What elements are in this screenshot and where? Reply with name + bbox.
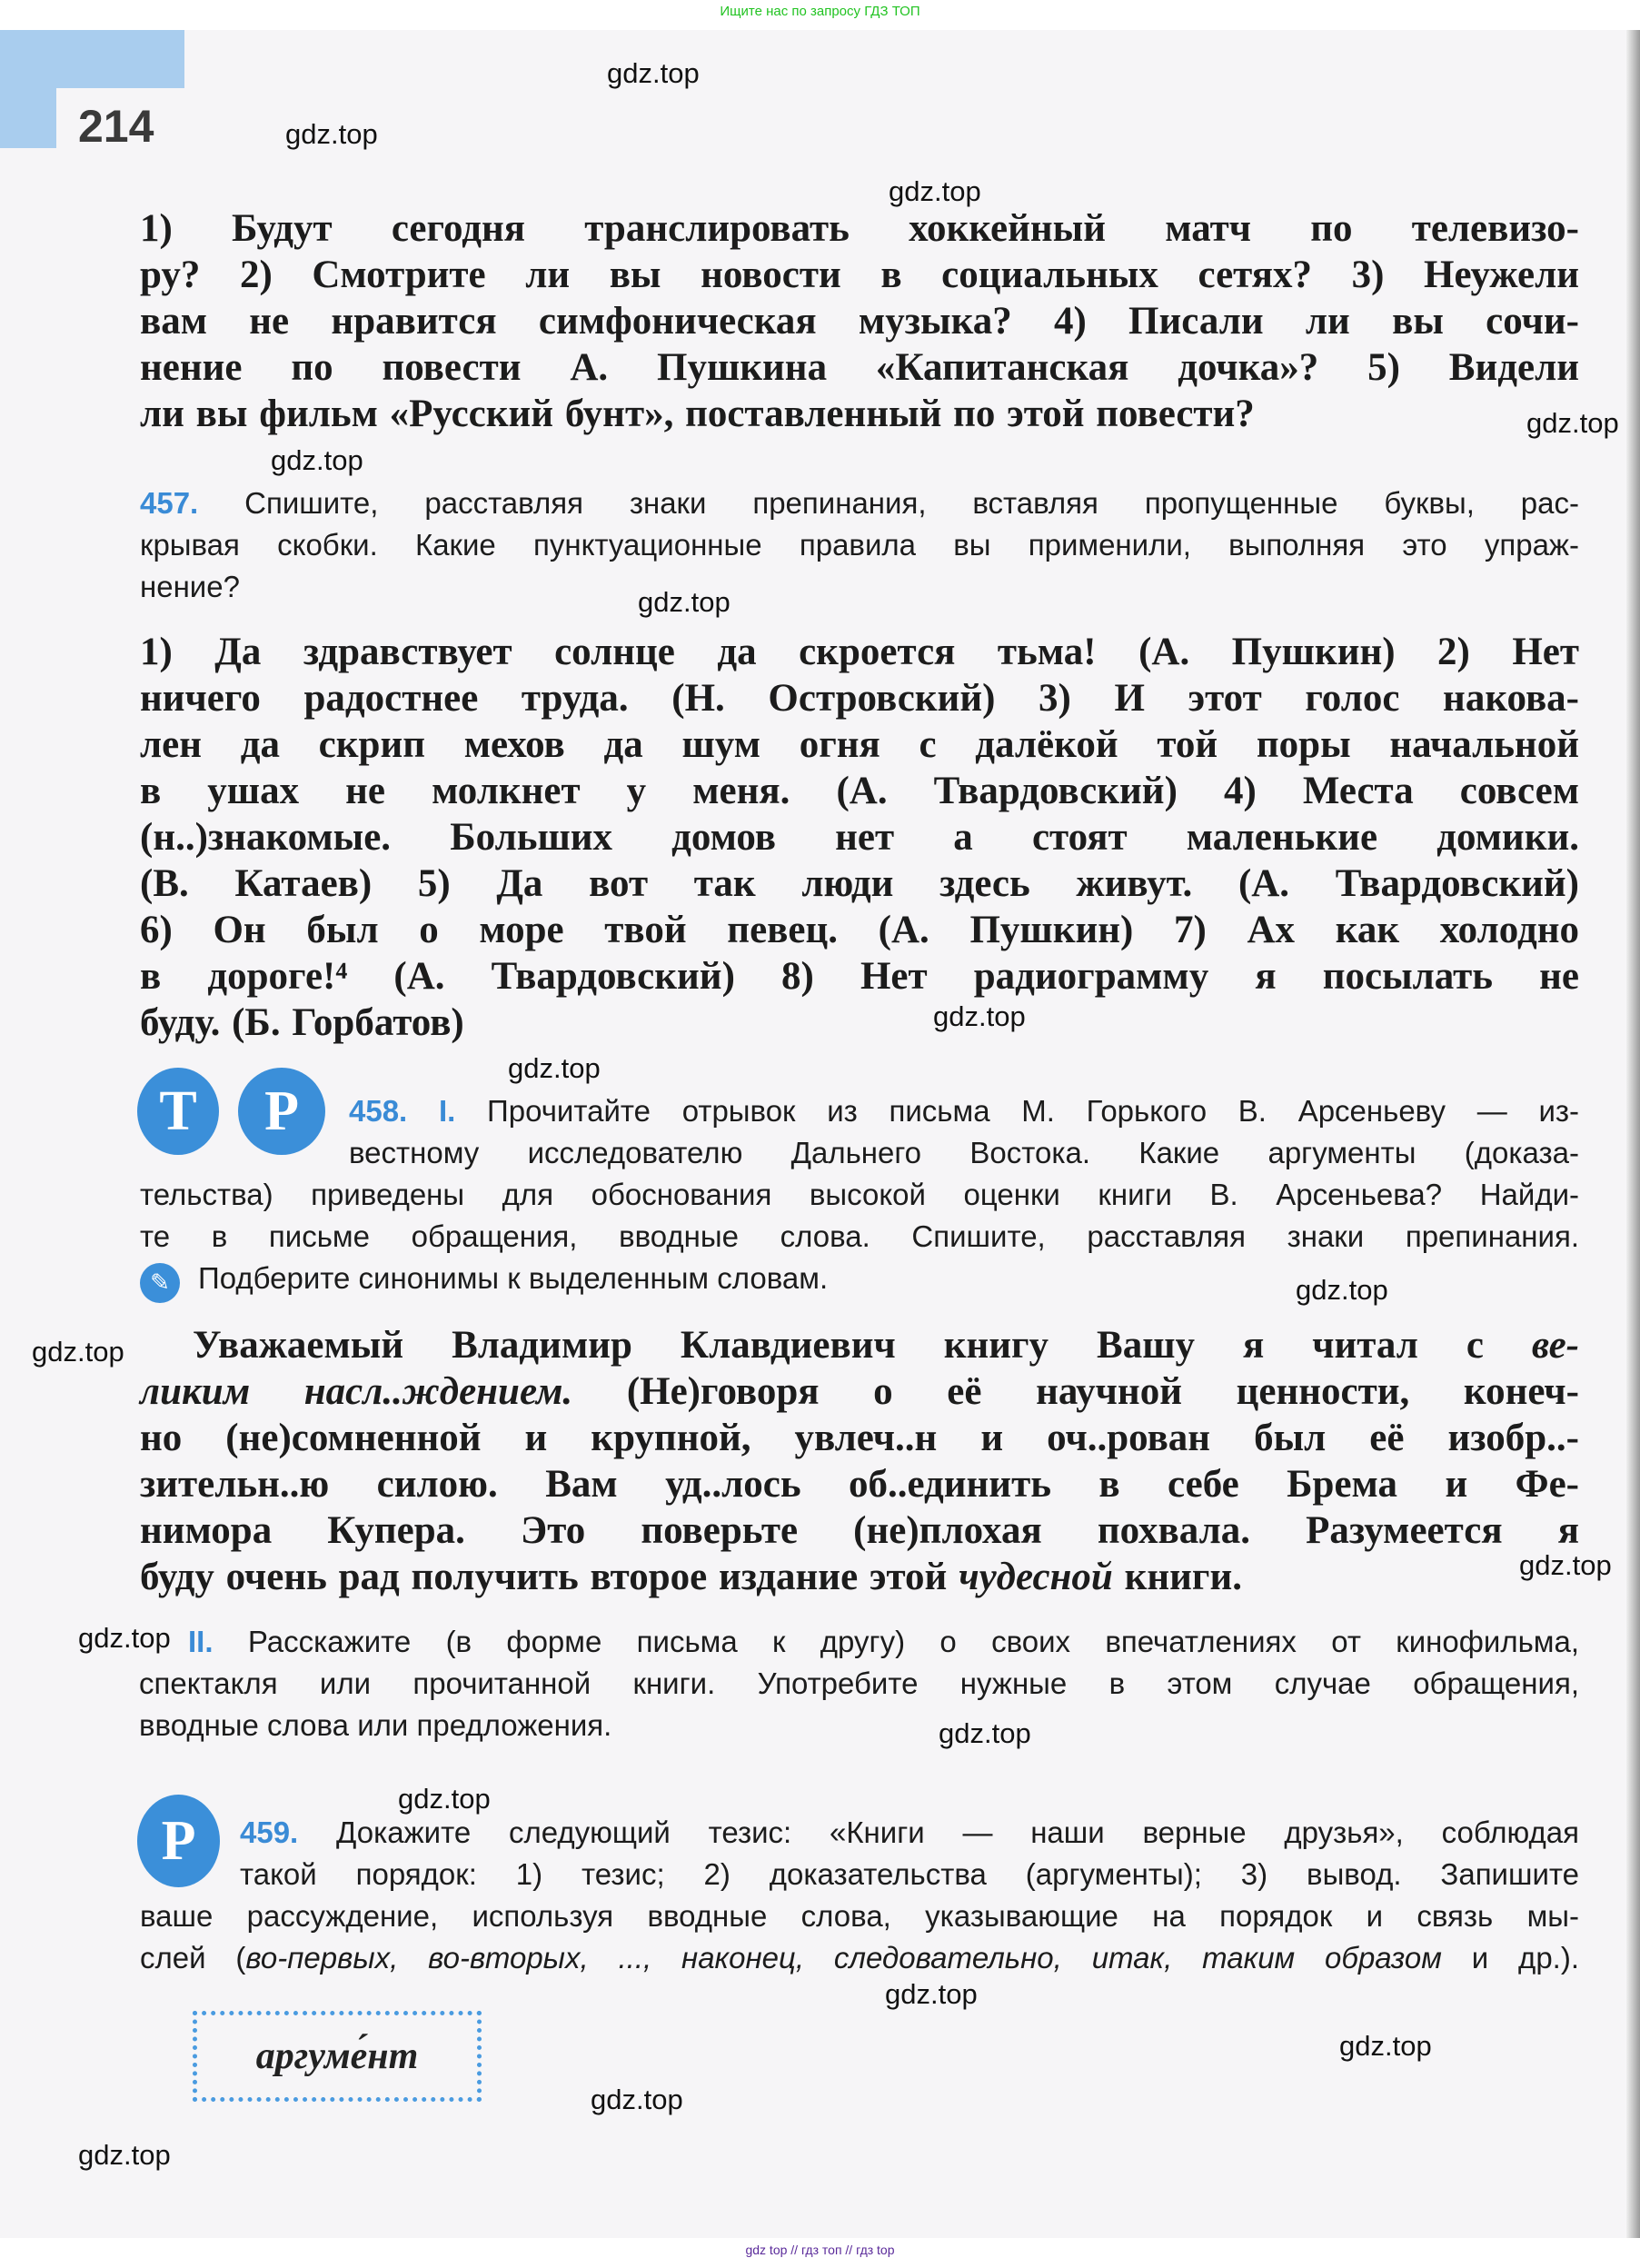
text-segment: (Не)говоря о её научной ценности, конеч- xyxy=(572,1370,1579,1413)
text-segment: ли вы фильм «Русский бунт», поставленный по этой повести? xyxy=(140,393,1255,435)
text-segment: Уважаемый Владимир Клавдиевич книгу Вашу я читал с xyxy=(193,1324,1532,1367)
text-line xyxy=(140,1216,1579,1258)
watermark: gdz.top xyxy=(78,1622,171,1654)
text-segment: буду. (Б. Горбатов) xyxy=(140,1001,464,1044)
text-segment: тельства) приведены для обоснования высокой оценки книги В. Арсеньева? Найди- xyxy=(140,1178,1579,1211)
text-segment: Спишите, расставляя знаки препинания, вставляя пропущенные буквы, рас- xyxy=(244,486,1579,520)
exercise-458-task xyxy=(140,1174,1579,1258)
watermark: gdz.top xyxy=(508,1052,601,1084)
exercise-459-intro xyxy=(240,1812,1579,1895)
gorky-letter xyxy=(140,1322,1579,1600)
text-segment: в дороге!⁴ (А. Твардовский) 8) Нет радиограмму я посылать не xyxy=(140,955,1579,998)
text-segment: Прочитайте отрывок из письма М. Горького В. Арсеньеву — из- xyxy=(487,1094,1579,1128)
header-note[interactable]: Ищите нас по запросу ГДЗ ТОП xyxy=(720,4,920,19)
text-segment: крывая скобки. Какие пунктуационные правила вы применили, выполняя это упраж- xyxy=(140,528,1579,562)
text-line xyxy=(140,1937,1579,1979)
page-number: 214 xyxy=(78,101,154,152)
text-segment: 1) Да здравствует солнце да скроется тьма! (А. Пушкин) 2) Нет xyxy=(140,631,1579,673)
text-line xyxy=(140,298,1579,344)
text-segment: нение? xyxy=(140,570,240,603)
text-segment: зительн..ю силою. Вам уд..лось об..единить в себе Брема и Фе- xyxy=(140,1463,1579,1506)
footer-note[interactable]: gdz top // гдз топ // гдз top xyxy=(745,2243,895,2257)
watermark: gdz.top xyxy=(1526,407,1619,439)
text-line xyxy=(140,629,1579,675)
text-segment: буду очень рад получить второе издание этой xyxy=(140,1556,959,1598)
text-line xyxy=(240,1812,1579,1854)
text-line xyxy=(140,566,1579,608)
text-segment: 1) Будут сегодня транслировать хоккейный матч по телевизо- xyxy=(140,207,1579,250)
badge-t-icon: Т xyxy=(137,1068,219,1155)
watermark: gdz.top xyxy=(285,118,378,150)
text-segment: ничего радостнее труда. (Н. Островский) 3) И этот голос накова- xyxy=(140,677,1579,720)
text-line xyxy=(140,1174,1579,1216)
watermark: gdz.top xyxy=(1339,2030,1432,2062)
text-line xyxy=(240,1854,1579,1895)
text-segment: вводные слова или предложения. xyxy=(139,1708,612,1742)
text-segment: и др.). xyxy=(1441,1941,1579,1975)
text-segment: слей ( xyxy=(140,1941,246,1975)
highlighted-text: ликим насл..ждением. xyxy=(140,1370,573,1413)
text-line xyxy=(140,1368,1579,1415)
text-line xyxy=(198,1258,1470,1299)
text-line xyxy=(140,1554,1579,1600)
text-segment: ваше рассуждение, используя вводные слова, указывающие на порядок и связь мы- xyxy=(140,1899,1579,1933)
badge-r-icon: Р xyxy=(137,1795,220,1887)
highlighted-text: чудесной xyxy=(959,1556,1113,1598)
text-line xyxy=(140,482,1579,524)
text-line xyxy=(140,1461,1579,1507)
badge-r-icon: Р xyxy=(238,1068,325,1155)
text-segment: Расскажите (в форме письма к другу) о своих впечатлениях от кинофильма, xyxy=(247,1625,1579,1658)
text-segment: спектакля или прочитанной книги. Употребите нужные в этом случае обращения, xyxy=(139,1666,1579,1700)
watermark: gdz.top xyxy=(889,175,981,207)
text-segment: те в письме обращения, вводные слова. Спишите, расставляя знаки препинания. xyxy=(140,1219,1579,1253)
text-segment: (н..)знакомые. Больших домов нет а стоят маленькие домики. xyxy=(140,816,1579,859)
text-line xyxy=(140,344,1579,391)
highlighted-text: ве- xyxy=(1531,1324,1579,1367)
exercise-457-task xyxy=(140,482,1579,608)
watermark: gdz.top xyxy=(78,2139,171,2171)
text-segment: ру? 2) Смотрите ли вы новости в социальных сетях? 3) Неужели xyxy=(140,254,1579,296)
watermark: gdz.top xyxy=(638,586,731,618)
text-line xyxy=(140,1507,1579,1554)
text-line xyxy=(140,907,1579,953)
exercise-number: II. xyxy=(188,1625,248,1658)
exercise-458-synonyms-task xyxy=(198,1258,1470,1299)
text-segment: в ушах не молкнет у меня. (А. Твардовский) 4) Места совсем xyxy=(140,770,1579,812)
text-line xyxy=(140,252,1579,298)
text-line xyxy=(139,1705,1579,1746)
watermark: gdz.top xyxy=(271,444,363,476)
text-segment: лен да скрип мехов да шум огня с далёкой той поры начальной xyxy=(140,723,1579,766)
watermark: gdz.top xyxy=(939,1717,1031,1749)
text-line xyxy=(140,860,1579,907)
watermark: gdz.top xyxy=(885,1978,978,2010)
exercise-458-part2-first xyxy=(188,1621,1579,1663)
text-line xyxy=(140,1415,1579,1461)
watermark: gdz.top xyxy=(933,1000,1026,1032)
highlighted-text: во-первых, во-вторых, ..., наконец, следовательно, итак, таким образом xyxy=(245,1941,1442,1975)
pencil-icon: ✎ xyxy=(140,1263,180,1303)
text-segment: такой порядок: 1) тезис; 2) доказательства (аргументы); 3) вывод. Запишите xyxy=(240,1857,1579,1891)
text-line xyxy=(140,205,1579,252)
exercise-number: 457. xyxy=(140,486,245,520)
exercise-number: 459. xyxy=(240,1815,336,1849)
exercise-458-part2 xyxy=(139,1663,1579,1746)
exercise-457-sentences xyxy=(140,629,1579,1046)
text-segment: Подберите синонимы к выделенным словам. xyxy=(198,1261,829,1295)
text-segment: Докажите следующий тезис: «Книги — наши верные друзья», соблюдая xyxy=(336,1815,1579,1849)
exercise-number: 458. I. xyxy=(349,1094,488,1128)
text-line xyxy=(140,768,1579,814)
page-corner-tab-strip xyxy=(0,30,56,148)
text-line xyxy=(140,675,1579,721)
text-segment: нимора Купера. Это поверьте (не)плохая похвала. Разумеется я xyxy=(140,1509,1579,1552)
text-line xyxy=(188,1621,1579,1663)
text-line xyxy=(140,1895,1579,1937)
text-line xyxy=(140,953,1579,1000)
watermark: gdz.top xyxy=(591,2084,683,2115)
watermark: gdz.top xyxy=(32,1336,124,1368)
text-line xyxy=(140,814,1579,860)
exercise-456-sentences xyxy=(140,205,1579,437)
text-line xyxy=(140,391,1579,437)
text-segment: нение по повести А. Пушкина «Капитанская дочка»? 5) Видели xyxy=(140,346,1579,389)
text-line xyxy=(140,1322,1579,1368)
page-edge-shadow xyxy=(1626,30,1640,2238)
watermark: gdz.top xyxy=(398,1783,491,1815)
text-line xyxy=(349,1132,1579,1174)
text-line xyxy=(140,721,1579,768)
exercise-459-task xyxy=(140,1895,1579,1979)
text-segment: книги. xyxy=(1112,1556,1242,1598)
text-segment: вам не нравится симфоническая музыка? 4) Писали ли вы сочи- xyxy=(140,300,1579,343)
exercise-458-intro xyxy=(349,1090,1579,1174)
text-segment: вестному исследователю Дальнего Востока. Какие аргументы (доказа- xyxy=(349,1136,1579,1169)
text-segment: но (не)сомненной и крупной, увлеч..н и оч..рован был её изобр..- xyxy=(140,1417,1579,1459)
text-segment: 6) Он был о море твой певец. (А. Пушкин) 7) Ах как холодно xyxy=(140,909,1579,951)
text-line xyxy=(140,1000,1579,1046)
text-line xyxy=(139,1663,1579,1705)
text-segment: (В. Катаев) 5) Да вот так люди здесь живут. (А. Твардовский) xyxy=(140,862,1579,905)
watermark: gdz.top xyxy=(1519,1549,1612,1581)
vocabulary-word-box: аргуме́нт xyxy=(193,2011,482,2102)
watermark: gdz.top xyxy=(607,57,700,89)
text-line xyxy=(140,524,1579,566)
text-line xyxy=(349,1090,1579,1132)
watermark: gdz.top xyxy=(1296,1274,1388,1306)
